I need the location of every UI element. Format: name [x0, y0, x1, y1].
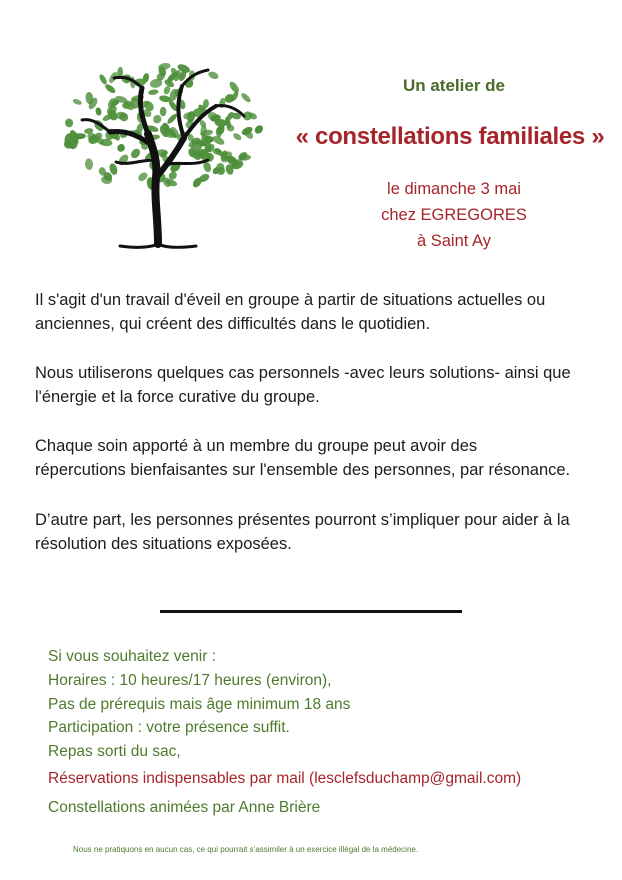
info-hours: Horaires : 10 heures/17 heures (environ), — [48, 672, 332, 689]
legal-disclaimer: Nous ne pratiquons en aucun cas, ce qui pourrait s’assimiler à un exercice illégal de la médecine. — [73, 845, 419, 854]
event-title: « constellations familiales » — [295, 123, 605, 150]
leaf-icon — [207, 70, 219, 80]
horizontal-divider — [160, 610, 462, 613]
event-venue: chez EGREGORES — [381, 206, 527, 224]
paragraph-line: Chaque soin apporté à un membre du groupe peut avoir des — [35, 437, 478, 455]
leaf-icon — [72, 98, 83, 106]
leaf-icon — [148, 89, 159, 96]
paragraph-line: Nous utiliserons quelques cas personnels -avec leurs solutions- ainsi que — [35, 364, 571, 382]
leaf-icon — [160, 107, 167, 116]
paragraph-line: D’autre part, les personnes présentes pourront s’impliquer pour aider à la — [35, 511, 570, 529]
leaf-icon — [98, 73, 108, 85]
info-intro: Si vous souhaitez venir : — [48, 648, 217, 665]
leaf-icon — [104, 83, 117, 95]
leaf-icon — [116, 142, 127, 153]
leaf-icon — [64, 118, 74, 129]
event-town: à Saint Ay — [416, 232, 491, 250]
animator-line: Constellations animées par Anne Brière — [48, 799, 321, 816]
paragraph-line: répercutions bienfaisantes sur l'ensemble des personnes, par résonance. — [35, 461, 571, 479]
paragraph-effects — [35, 434, 610, 482]
paragraph-method — [35, 361, 610, 409]
leaf-icon — [117, 153, 131, 167]
tree-icon — [58, 48, 266, 256]
leaf-icon — [232, 132, 243, 142]
event-subtitle: Un atelier de — [402, 76, 506, 95]
leaf-icon — [85, 158, 94, 170]
leaf-icon — [191, 142, 202, 150]
leaf-icon — [253, 124, 265, 136]
leaf-icon — [240, 92, 252, 104]
paragraph-participation — [35, 508, 610, 556]
info-participation: Participation : votre présence suffit. — [48, 719, 290, 736]
leaf-icon — [228, 80, 241, 94]
info-requirements: Pas de prérequis mais âge minimum 18 ans — [48, 696, 351, 713]
info-meal: Repas sorti du sac, — [48, 743, 181, 760]
paragraph-line: l'énergie et la force curative du groupe. — [35, 388, 320, 406]
paragraph-line: Il s'agit d'un travail d'éveil en groupe à partir de situations actuelles ou — [35, 291, 546, 309]
reservation-line: Réservations indispensables par mail (lesclefsduchamp@gmail.com) — [48, 770, 522, 787]
paragraph-line: résolution des situations exposées. — [35, 535, 292, 553]
paragraph-intro — [35, 288, 610, 336]
paragraph-line: anciennes, qui créent des difficultés dans le quotidien. — [35, 315, 431, 333]
leaf-icon — [129, 147, 142, 160]
event-date: le dimanche 3 mai — [387, 180, 521, 198]
leaf-icon — [166, 112, 178, 125]
leaf-icon — [95, 107, 102, 116]
